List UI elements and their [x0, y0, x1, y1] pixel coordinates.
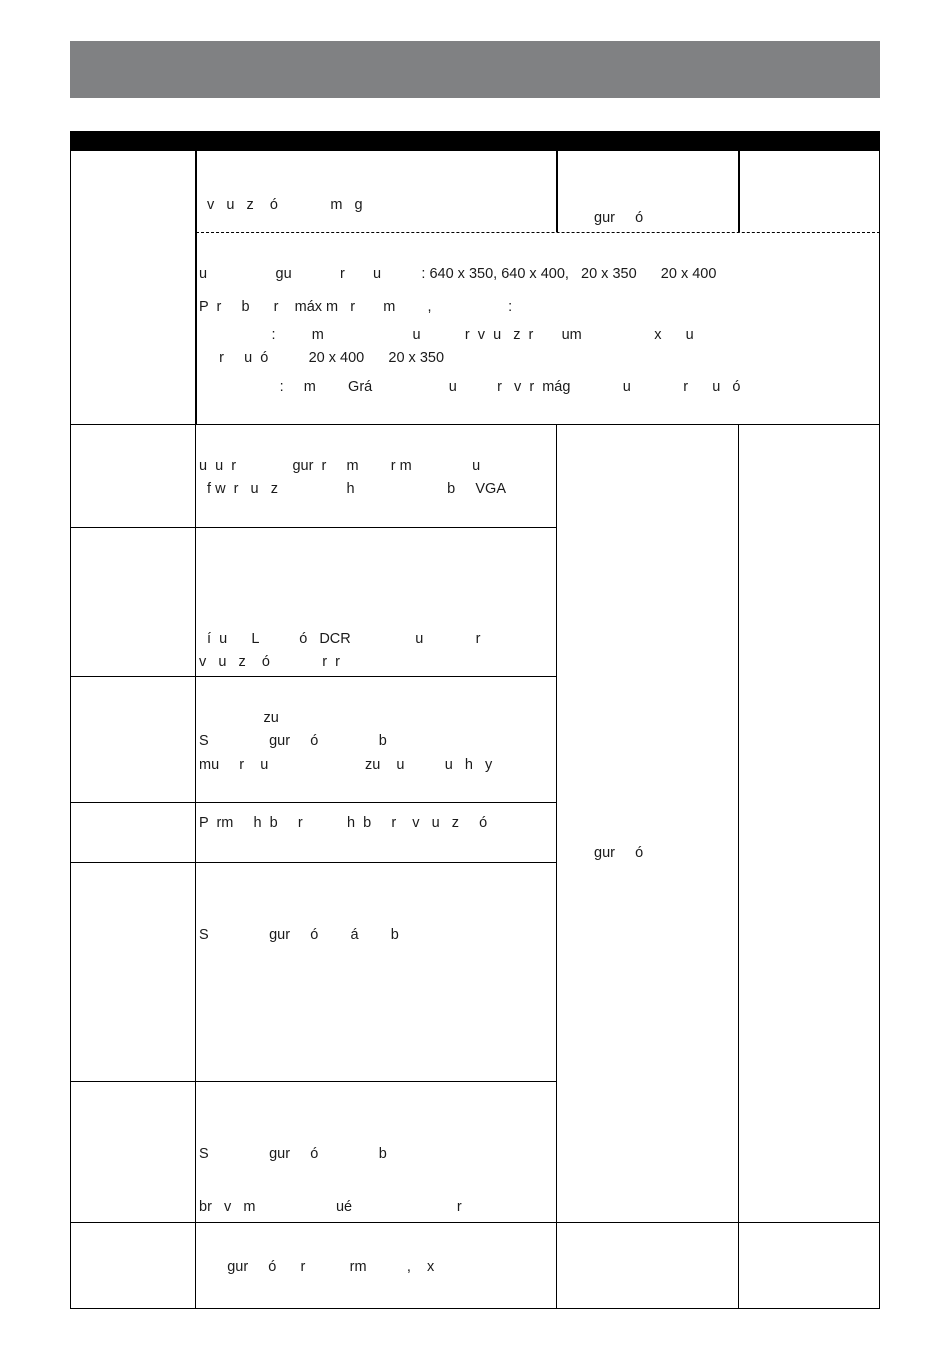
row-divider — [70, 676, 557, 677]
row-divider — [70, 802, 557, 803]
table-left-border — [70, 151, 71, 1308]
header-bar — [70, 41, 880, 98]
cell-text: gur ó r rm , x — [199, 1259, 435, 1275]
row-divider — [70, 1081, 557, 1082]
cell-text: í u L ó DCR u r — [199, 631, 481, 647]
cell-text: P r b r máx m r m , : — [199, 299, 513, 315]
cell-text: u u r gur r m r m u — [199, 458, 481, 474]
column-divider — [195, 424, 196, 1308]
column-divider — [738, 151, 740, 232]
cell-text: zu — [199, 710, 279, 726]
cell-text: gur ó — [594, 210, 644, 226]
cell-text: v u z ó m g — [199, 197, 363, 213]
cell-text: v u z ó r r — [199, 654, 340, 670]
cell-text: P rm h b r h b r v u z ó — [199, 815, 488, 831]
cell-text: : m u r v u z r um x u — [199, 327, 694, 343]
column-divider — [195, 151, 197, 424]
cell-text: S gur ó b — [199, 733, 387, 749]
table-bottom-border — [70, 1308, 880, 1309]
table-right-border — [879, 151, 880, 1308]
cell-text: gur ó — [594, 845, 644, 861]
table-header-bar — [70, 131, 880, 151]
cell-text: u gu r u : 640 x 350, 640 x 400, 20 x 350 20 x 400 — [199, 266, 717, 282]
row-divider — [70, 424, 880, 425]
cell-text: S gur ó á b — [199, 927, 399, 943]
row-divider — [70, 862, 557, 863]
row-divider — [70, 527, 557, 528]
column-divider — [556, 424, 557, 1308]
dashed-divider — [196, 232, 880, 233]
column-divider — [556, 151, 558, 232]
column-divider — [738, 424, 739, 1308]
cell-text: S gur ó b — [199, 1146, 387, 1162]
cell-text: mu r u zu u u h y — [199, 757, 493, 773]
row-divider — [70, 1222, 880, 1223]
cell-text: : m Grá u r v r mág u r u ó — [199, 379, 741, 395]
cell-text: f w r u z h b VGA — [199, 481, 506, 497]
cell-text: r u ó 20 x 400 20 x 350 — [199, 350, 445, 366]
cell-text: br v m ué r — [199, 1199, 462, 1215]
